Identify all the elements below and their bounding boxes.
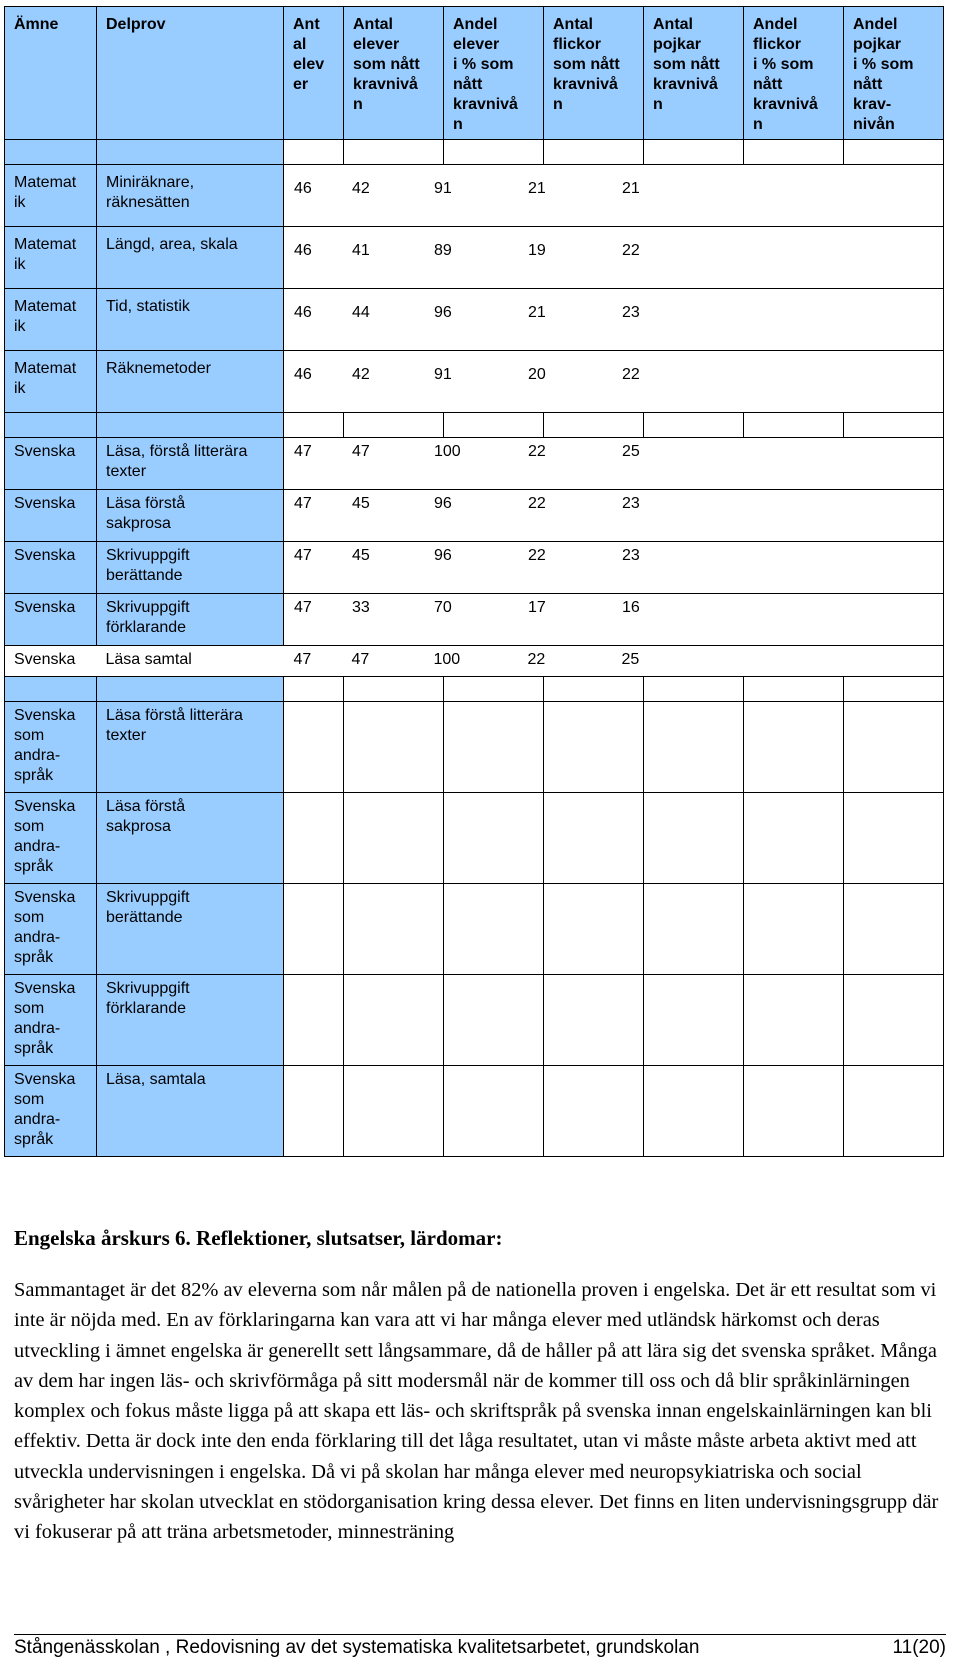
subtest-cell-line: sakprosa xyxy=(106,818,171,835)
empty-cell xyxy=(284,975,344,1066)
column-header-line: Ant xyxy=(293,16,320,33)
column-header-line: nått xyxy=(853,76,883,93)
table-value: 47 xyxy=(294,495,312,512)
spacer-cell xyxy=(444,140,544,165)
subject-cell xyxy=(5,351,97,413)
empty-cell xyxy=(744,884,844,975)
empty-cell xyxy=(444,702,544,793)
subtest-cell-line: Läsa, samtala xyxy=(106,1071,206,1088)
table-value: 45 xyxy=(352,547,370,564)
subtest-cell-line: berättande xyxy=(106,567,183,584)
table-row xyxy=(5,594,944,646)
spacer-row xyxy=(5,677,944,702)
subject-cell-line: Svenska xyxy=(14,707,76,724)
table-row xyxy=(5,1066,944,1157)
column-header-line: krav- xyxy=(853,96,892,113)
empty-cell xyxy=(644,975,744,1066)
subtest-cell-line: Skrivuppgift xyxy=(106,547,190,564)
subtest-cell xyxy=(97,351,284,413)
empty-cell xyxy=(444,975,544,1066)
values-group xyxy=(284,546,939,566)
spacer-cell xyxy=(844,140,944,165)
column-header-line: n xyxy=(453,116,463,133)
empty-cell xyxy=(444,884,544,975)
subject-cell-line: Svenska xyxy=(14,599,76,616)
empty-cell xyxy=(344,975,444,1066)
column-header-line: elever xyxy=(353,36,400,53)
column-header xyxy=(344,7,444,140)
table-value: 91 xyxy=(434,366,452,383)
column-header-line: Delprov xyxy=(106,16,166,33)
table-value: 42 xyxy=(352,180,370,197)
values-group xyxy=(284,241,939,261)
table-value: 45 xyxy=(352,495,370,512)
column-header-line: nått xyxy=(453,76,483,93)
subject-cell-line: språk xyxy=(14,949,54,966)
table-row xyxy=(5,975,944,1066)
column-header-line: Antal xyxy=(653,16,693,33)
empty-cell xyxy=(644,1066,744,1157)
subject-cell-line: ik xyxy=(14,256,26,273)
values-cell xyxy=(284,490,944,542)
empty-cell xyxy=(444,793,544,884)
page-number: 11(20) xyxy=(892,1637,946,1658)
subtest-cell xyxy=(97,490,284,542)
table-value: 16 xyxy=(622,599,640,616)
values-cell xyxy=(284,351,944,413)
spacer-cell xyxy=(844,677,944,702)
subject-cell-line: språk xyxy=(14,1040,54,1057)
column-header-line: kravnivå xyxy=(653,76,718,93)
column-header-line: Antal xyxy=(353,16,393,33)
column-header-line: kravnivå xyxy=(753,96,818,113)
table-value: 96 xyxy=(434,547,452,564)
column-header-line: pojkar xyxy=(653,36,702,53)
subject-cell-line: som xyxy=(14,909,45,926)
empty-cell xyxy=(284,702,344,793)
subtest-cell-line: sakprosa xyxy=(106,515,171,532)
values-group xyxy=(284,303,939,323)
empty-cell xyxy=(744,793,844,884)
subtest-cell-line: Längd, area, skala xyxy=(106,236,238,253)
values-group xyxy=(284,494,939,514)
subtest-cell-line: Skrivuppgift xyxy=(106,599,190,616)
subtest-cell xyxy=(97,702,284,793)
subject-cell xyxy=(5,793,97,884)
column-header xyxy=(844,7,944,140)
subject-cell-line: Svenska xyxy=(14,980,76,997)
subtest-cell xyxy=(97,289,284,351)
section-heading: Engelska årskurs 6. Reflektioner, slutsatser, lärdomar: xyxy=(14,1226,503,1250)
table-row xyxy=(5,702,944,793)
spacer-cell xyxy=(344,140,444,165)
values-group xyxy=(284,442,939,462)
spacer-cell xyxy=(544,413,644,438)
column-header-line: pojkar xyxy=(853,36,902,53)
spacer-cell xyxy=(844,413,944,438)
table-value: 22 xyxy=(528,495,546,512)
table-value: 42 xyxy=(352,366,370,383)
table-value: 25 xyxy=(621,651,640,668)
subject-cell xyxy=(5,594,97,646)
subject-cell xyxy=(5,1066,97,1157)
table-value: 47 xyxy=(351,651,370,668)
subject-cell-line: ik xyxy=(14,380,26,397)
spacer-cell xyxy=(644,677,744,702)
empty-cell xyxy=(744,702,844,793)
table-value: 22 xyxy=(528,547,546,564)
spacer-cell xyxy=(544,677,644,702)
table-value: 46 xyxy=(294,366,312,383)
column-header-line: elever xyxy=(453,36,500,53)
subject-cell-line: språk xyxy=(14,1131,54,1148)
column-header-line: Andel xyxy=(453,16,498,33)
empty-cell xyxy=(844,702,944,793)
subject-cell xyxy=(5,289,97,351)
column-header xyxy=(644,7,744,140)
subject-cell-line: Svenska xyxy=(14,443,76,460)
subtest-cell-line: texter xyxy=(106,463,147,480)
table-value: 23 xyxy=(622,304,640,321)
subject-cell-line: som xyxy=(14,1091,45,1108)
spacer-cell xyxy=(644,140,744,165)
table-value: 33 xyxy=(352,599,370,616)
subject-cell: Svenska xyxy=(5,646,97,677)
subject-cell-line: andra- xyxy=(14,1111,61,1128)
values-group xyxy=(284,598,939,618)
spacer-cell xyxy=(344,677,444,702)
table-value: 23 xyxy=(622,547,640,564)
table-value: 21 xyxy=(622,180,640,197)
spacer-row xyxy=(5,140,944,165)
column-header-line: Ämne xyxy=(14,16,59,33)
empty-cell xyxy=(844,975,944,1066)
values-group xyxy=(284,179,939,199)
subject-cell xyxy=(5,165,97,227)
results-table xyxy=(4,6,944,1157)
table-value: 41 xyxy=(352,242,370,259)
empty-cell xyxy=(544,793,644,884)
table-value: 46 xyxy=(294,304,312,321)
empty-cell xyxy=(344,884,444,975)
empty-cell xyxy=(284,793,344,884)
table-value: 17 xyxy=(528,599,546,616)
subject-cell-line: språk xyxy=(14,858,54,875)
table-value: 70 xyxy=(434,599,452,616)
spacer-cell xyxy=(5,677,97,702)
spacer-cell xyxy=(444,677,544,702)
subject-cell-line: Svenska xyxy=(14,798,76,815)
table-value: 47 xyxy=(294,443,312,460)
spacer-cell xyxy=(744,677,844,702)
empty-cell xyxy=(444,1066,544,1157)
table-value: 89 xyxy=(434,242,452,259)
table-value: 21 xyxy=(528,304,546,321)
column-header-line: n xyxy=(753,116,763,133)
footer-divider xyxy=(14,1634,946,1635)
subtest-cell-line: Läsa förstå litterära xyxy=(106,707,243,724)
empty-cell xyxy=(544,975,644,1066)
empty-cell xyxy=(844,884,944,975)
subtest-cell xyxy=(97,438,284,490)
empty-cell xyxy=(844,1066,944,1157)
empty-cell xyxy=(344,1066,444,1157)
spacer-cell xyxy=(284,140,344,165)
table-value: 91 xyxy=(434,180,452,197)
empty-cell xyxy=(744,975,844,1066)
empty-cell xyxy=(844,793,944,884)
column-header-line: nått xyxy=(753,76,783,93)
column-header-line: i % som xyxy=(753,56,814,73)
column-header-line: er xyxy=(293,76,309,93)
empty-cell xyxy=(644,702,744,793)
empty-cell xyxy=(544,884,644,975)
subtest-cell-line: förklarande xyxy=(106,1000,187,1017)
empty-cell xyxy=(284,1066,344,1157)
subtest-cell xyxy=(97,884,284,975)
subject-cell-line: Matemat xyxy=(14,298,77,315)
subtest-cell xyxy=(97,227,284,289)
column-header xyxy=(5,7,97,140)
subtest-cell xyxy=(97,542,284,594)
values-cell xyxy=(284,289,944,351)
values-cell xyxy=(284,438,944,490)
column-header xyxy=(544,7,644,140)
subject-cell-line: Matemat xyxy=(14,174,77,191)
table-value: 47 xyxy=(352,443,370,460)
table-value: 46 xyxy=(294,242,312,259)
column-header-line: kravnivå xyxy=(353,76,418,93)
footer-title: Stångenässkolan , Redovisning av det systematiska kvalitetsarbetet, grundskolan xyxy=(14,1637,700,1658)
subtest-cell-line: Läsa förstå xyxy=(106,798,186,815)
spacer-row xyxy=(5,413,944,438)
column-header-line: n xyxy=(653,96,663,113)
empty-cell xyxy=(344,793,444,884)
column-header-line: flickor xyxy=(553,36,602,53)
subtest-cell: Läsa samtal xyxy=(97,646,284,677)
table-value: 25 xyxy=(622,443,640,460)
spacer-cell xyxy=(344,413,444,438)
subject-cell xyxy=(5,542,97,594)
spacer-cell xyxy=(644,413,744,438)
column-header-line: i % som xyxy=(853,56,914,73)
table-value: 47 xyxy=(293,651,312,668)
subject-cell-line: Svenska xyxy=(14,889,76,906)
subject-cell-line: som xyxy=(14,727,45,744)
table-value: 100 xyxy=(433,651,461,668)
table-row xyxy=(5,438,944,490)
table-row xyxy=(5,490,944,542)
table-row xyxy=(5,793,944,884)
table-value: 20 xyxy=(528,366,546,383)
table-row xyxy=(5,165,944,227)
values-cell xyxy=(284,646,944,677)
table-value: 47 xyxy=(294,599,312,616)
subject-cell xyxy=(5,702,97,793)
values-cell xyxy=(284,542,944,594)
subject-cell-line: som xyxy=(14,1000,45,1017)
subject-cell xyxy=(5,490,97,542)
table-row xyxy=(5,351,944,413)
subtest-cell-line: Läsa, förstå litterära xyxy=(106,443,248,460)
table-header-row xyxy=(5,7,944,140)
table-row xyxy=(5,227,944,289)
table-value: 22 xyxy=(527,651,546,668)
values-cell xyxy=(284,594,944,646)
column-header-line: som nått xyxy=(353,56,420,73)
subtest-cell xyxy=(97,165,284,227)
spacer-cell xyxy=(97,413,284,438)
empty-cell xyxy=(544,702,644,793)
table-row xyxy=(5,289,944,351)
spacer-cell xyxy=(97,677,284,702)
subject-cell-line: Matemat xyxy=(14,360,77,377)
table-value: 21 xyxy=(528,180,546,197)
table-row xyxy=(5,646,944,677)
subtest-cell-line: förklarande xyxy=(106,619,187,636)
body-paragraph: Sammantaget är det 82% av eleverna som når målen på de nationella proven i engelska. Det är ett resultat som vi inte är nöjda med. En av förklaringarna kan vara att vi har många elever med utländsk härkomst och deras utveckling i ämnet engelska är generellt sett långsammare, då de håller på att lära sig det svenska språket. Många av dem har ingen läs- och skrivförmåga på sitt modersmål när de kommer till oss och då blir språkinlärningen komplex och fokus måste ligga på att skapa ett läs- och skriftspråk på svenska innan engelskainlärningen kan bli effektiv. Detta är dock inte den enda förklaring till det låga resultatet, utan vi måste måste arbeta aktivt med att utveckla undervisningen i engelska. Då vi på skolan har många elever med neuropsykiatriska och social svårigheter har skolan utvecklat en stödorganisation kring dessa elever. Det finns en liten undervisningsgrupp där vi fokuserar på att träna arbetsmetoder, minnesträning xyxy=(14,1279,939,1544)
table-row xyxy=(5,884,944,975)
spacer-cell xyxy=(444,413,544,438)
table-value: 22 xyxy=(622,242,640,259)
column-header xyxy=(284,7,344,140)
subtest-cell xyxy=(97,793,284,884)
spacer-cell xyxy=(544,140,644,165)
table-value: 23 xyxy=(622,495,640,512)
column-header xyxy=(444,7,544,140)
subtest-cell-line: Läsa förstå xyxy=(106,495,186,512)
subject-cell-line: Svenska xyxy=(14,1071,76,1088)
subtest-cell-line: Tid, statistik xyxy=(106,298,190,315)
subject-cell-line: andra- xyxy=(14,747,61,764)
column-header-line: nivån xyxy=(853,116,895,133)
subject-cell-line: andra- xyxy=(14,929,61,946)
subtest-cell xyxy=(97,1066,284,1157)
subtest-cell-line: Skrivuppgift xyxy=(106,980,190,997)
table-value: 19 xyxy=(528,242,546,259)
values-cell xyxy=(284,227,944,289)
values-cell xyxy=(284,165,944,227)
spacer-cell xyxy=(284,677,344,702)
column-header xyxy=(97,7,284,140)
empty-cell xyxy=(544,1066,644,1157)
subject-cell-line: Svenska xyxy=(14,547,76,564)
table-value: 22 xyxy=(622,366,640,383)
column-header-line: elev xyxy=(293,56,325,73)
empty-cell xyxy=(744,1066,844,1157)
column-header-line: Andel xyxy=(753,16,798,33)
subtest-cell-line: Räknemetoder xyxy=(106,360,211,377)
table-value: 22 xyxy=(528,443,546,460)
subject-cell-line: andra- xyxy=(14,1020,61,1037)
spacer-cell xyxy=(97,140,284,165)
subtest-cell-line: Miniräknare, xyxy=(106,174,195,191)
table-value: 96 xyxy=(434,304,452,321)
column-header-line: n xyxy=(553,96,563,113)
spacer-cell xyxy=(744,140,844,165)
subtest-cell-line: texter xyxy=(106,727,147,744)
column-header-line: Antal xyxy=(553,16,593,33)
subtest-cell xyxy=(97,594,284,646)
table-value: 96 xyxy=(434,495,452,512)
table-value: 47 xyxy=(294,547,312,564)
table-value: 44 xyxy=(352,304,370,321)
subject-cell xyxy=(5,975,97,1066)
column-header-line: kravnivå xyxy=(453,96,518,113)
column-header-line: i % som xyxy=(453,56,514,73)
column-header-line: al xyxy=(293,36,307,53)
subject-cell-line: som xyxy=(14,818,45,835)
subject-cell-line: ik xyxy=(14,194,26,211)
values-group xyxy=(284,650,940,670)
spacer-cell xyxy=(284,413,344,438)
column-header-line: Andel xyxy=(853,16,898,33)
spacer-cell xyxy=(744,413,844,438)
table-value: 100 xyxy=(434,443,461,460)
subject-cell-line: språk xyxy=(14,767,54,784)
spacer-cell xyxy=(5,140,97,165)
subject-cell xyxy=(5,227,97,289)
values-group xyxy=(284,365,939,385)
column-header xyxy=(744,7,844,140)
subtest-cell-line: berättande xyxy=(106,909,183,926)
subject-cell-line: ik xyxy=(14,318,26,335)
column-header-line: som nått xyxy=(653,56,720,73)
column-header-line: som nått xyxy=(553,56,620,73)
column-header-line: flickor xyxy=(753,36,802,53)
spacer-cell xyxy=(5,413,97,438)
subject-cell xyxy=(5,884,97,975)
column-header-line: n xyxy=(353,96,363,113)
table-row xyxy=(5,542,944,594)
empty-cell xyxy=(284,884,344,975)
subtest-cell-line: räknesätten xyxy=(106,194,190,211)
empty-cell xyxy=(644,884,744,975)
subject-cell-line: Matemat xyxy=(14,236,77,253)
empty-cell xyxy=(344,702,444,793)
subject-cell xyxy=(5,438,97,490)
subject-cell-line: Svenska xyxy=(14,495,76,512)
column-header-line: kravnivå xyxy=(553,76,618,93)
subject-cell-line: andra- xyxy=(14,838,61,855)
page-footer xyxy=(14,1637,946,1659)
subtest-cell-line: Skrivuppgift xyxy=(106,889,190,906)
subtest-cell xyxy=(97,975,284,1066)
table-value: 46 xyxy=(294,180,312,197)
empty-cell xyxy=(644,793,744,884)
